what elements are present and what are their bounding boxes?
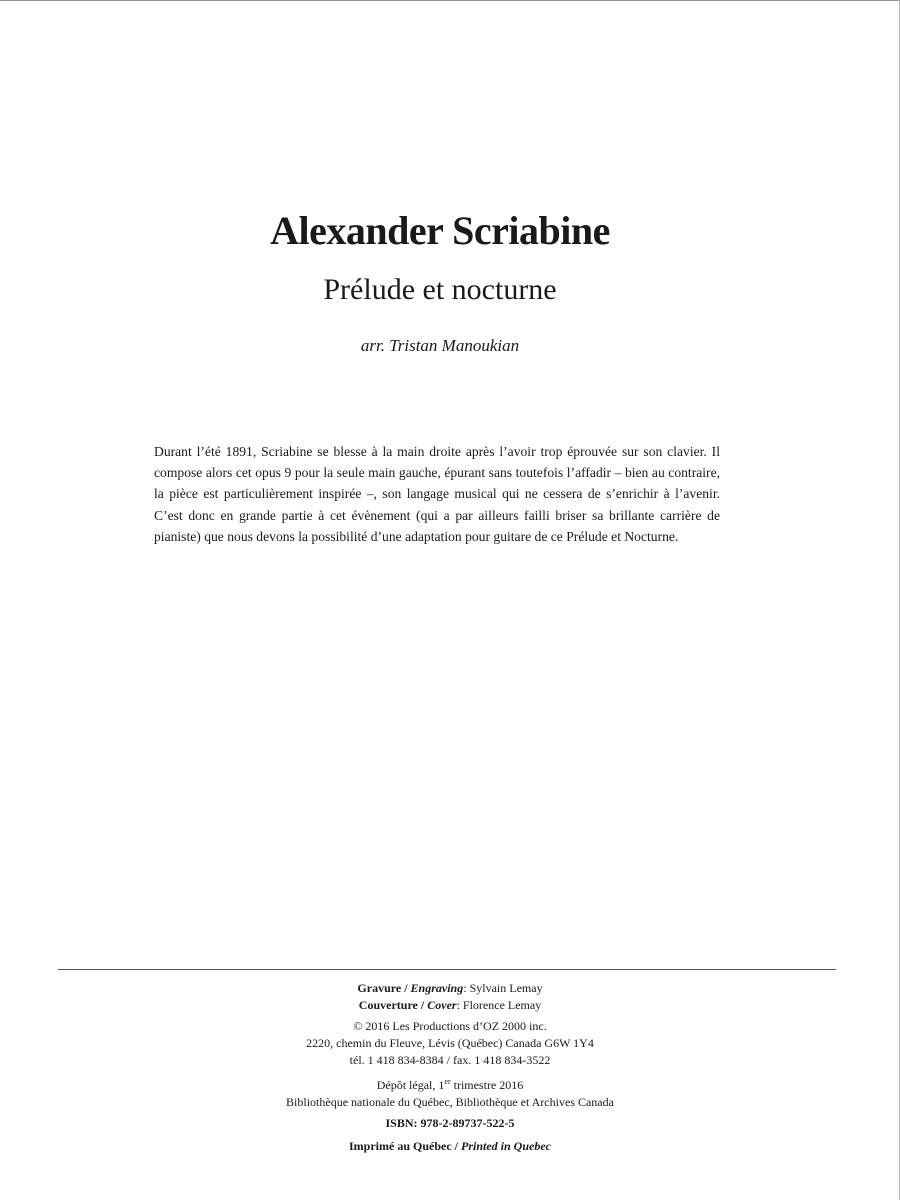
cover-label-en: Cover <box>427 998 457 1012</box>
printed-separator: / <box>451 1139 461 1153</box>
engraving-credit <box>0 980 900 997</box>
footer-divider <box>58 969 836 970</box>
page-border-top <box>0 0 900 1</box>
cover-name: Florence Lemay <box>459 998 542 1012</box>
legal-deposit-ordinal: er <box>444 1077 451 1086</box>
engraving-label-en: Engraving <box>410 981 464 995</box>
legal-deposit-line <box>0 1073 900 1094</box>
arranger-credit: arr. Tristan Manoukian <box>360 336 520 355</box>
engraving-name: Sylvain Lemay <box>466 981 543 995</box>
engraving-label-fr: Gravure <box>357 981 402 995</box>
intro-paragraph: Durant l’été 1891, Scriabine se blesse à la main droite après l’avoir trop éprouvée sur son clavier. Il compose alors cet opus 9 pour la seule main gauche, épurant sans toutefois l’affadir – bien au contraire, la pièce est particulièrement inspirée –, son langage musical qui ne cessera de s’enrichir à l’avenir. C’est donc en grande partie à cet évènement (qui a par ailleurs failli briser sa brillante carrière de pianiste) que nous devons la possibilité d’une adaptation pour guitare de ce Prélude et Nocturne. <box>154 444 720 544</box>
printed-en: Printed in Quebec <box>461 1139 551 1153</box>
libraries-line: Bibliothèque nationale du Québec, Bibliothèque et Archives Canada <box>286 1095 614 1109</box>
cover-separator: / <box>417 998 428 1012</box>
copyright-line: © 2016 Les Productions d’OZ 2000 inc. <box>353 1019 547 1033</box>
printed-line <box>0 1138 900 1155</box>
page-title: Alexander Scriabine <box>270 208 610 253</box>
cover-credit <box>0 997 900 1014</box>
address-line: 2220, chemin du Fleuve, Lévis (Québec) Canada G6W 1Y4 <box>306 1036 594 1050</box>
page-subtitle: Prélude et nocturne <box>323 273 557 306</box>
phone-line: tél. 1 418 834-8384 / fax. 1 418 834-3522 <box>349 1053 551 1067</box>
printed-fr: Imprimé au Québec <box>349 1139 452 1153</box>
legal-deposit-prefix: Dépôt légal, 1 <box>376 1078 445 1092</box>
cover-label-fr: Couverture <box>358 998 418 1012</box>
isbn-line: ISBN: 978-2-89737-522-5 <box>385 1116 515 1130</box>
cover-colon: : <box>456 998 460 1012</box>
legal-deposit-suffix: trimestre 2016 <box>450 1078 524 1092</box>
engraving-separator: / <box>401 981 411 995</box>
engraving-colon: : <box>463 981 467 995</box>
credits-block <box>0 980 900 1155</box>
